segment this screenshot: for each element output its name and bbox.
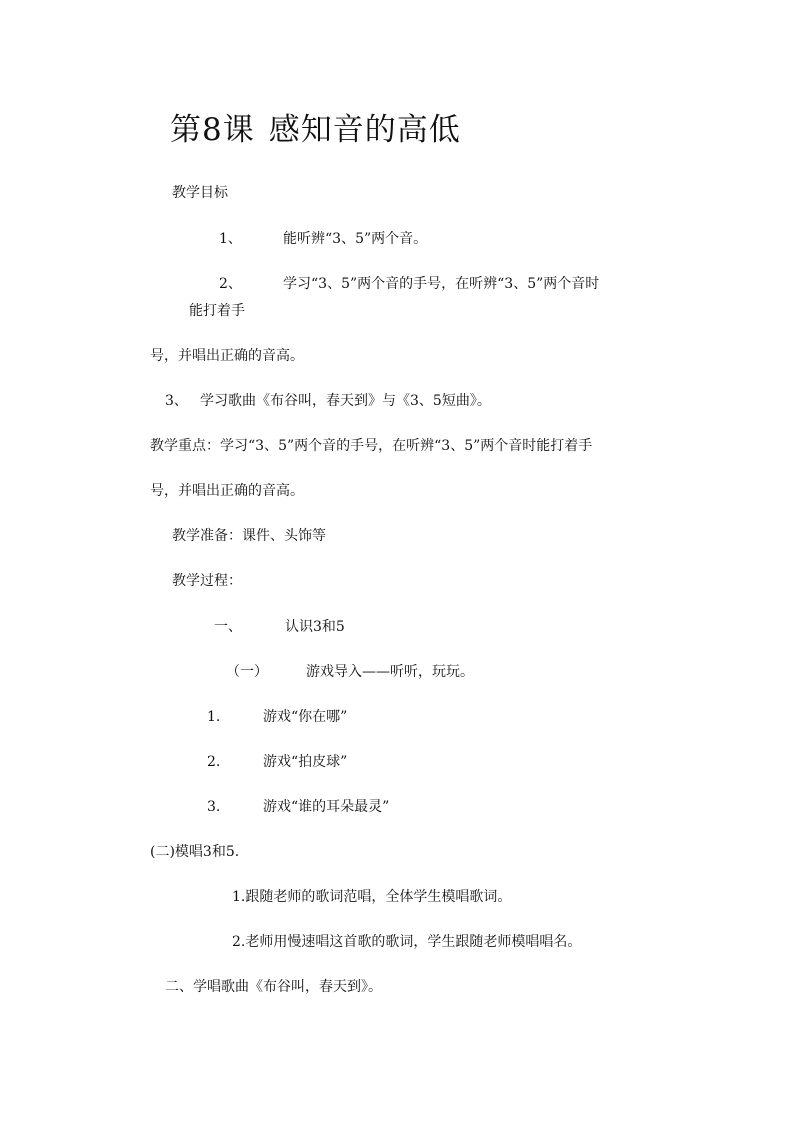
section-1-number: 一、 [214,619,242,635]
objective-1-number: 1、 [219,231,242,247]
subsection-2-text: (二)模唱3和5. [150,844,240,860]
key-points-line-1: 教学重点：学习“3、5”两个音的手号，在听辨“3、5”两个音时能打着手 [150,438,593,454]
preparation-line: 教学准备：课件、头饰等 [172,528,326,544]
title-lesson-name: 感知音的高低 [268,112,461,148]
page-title [170,110,461,150]
key-points-line-2: 号，并唱出正确的音高。 [150,483,304,499]
step-1-text: 1.跟随老师的歌词范唱，全体学生模唱歌词。 [232,889,512,905]
game-3-text: 游戏“谁的耳朵最灵” [263,799,390,815]
section-1-text: 认识3和5 [285,619,345,635]
game-2-text: 游戏“拍皮球” [263,754,348,770]
title-lesson-number: 第8课 [170,112,255,148]
objective-1-text: 能听辨“3、5”两个音。 [283,231,428,247]
game-1-text: 游戏“你在哪” [263,709,348,725]
objective-2-continuation-1: 能打着手 [189,303,245,319]
process-heading: 教学过程： [172,573,242,589]
game-3-number: 3. [207,799,221,815]
objective-3-text: 学习歌曲《布谷叫，春天到》与《3、5短曲》。 [200,393,491,409]
objectives-heading: 教学目标 [172,185,228,201]
objective-2-number: 2、 [219,276,242,292]
subsection-1-number: （一） [226,664,268,680]
subsection-1-text: 游戏导入——听听，玩玩。 [306,664,474,680]
step-2-text: 2.老师用慢速唱这首歌的歌词，学生跟随老师模唱唱名。 [232,934,582,950]
objective-3-number: 3、 [165,393,188,409]
objective-2-continuation-2: 号，并唱出正确的音高。 [150,348,304,364]
game-1-number: 1. [207,709,221,725]
game-2-number: 2. [207,754,221,770]
section-2-text: 二、学唱歌曲《布谷叫，春天到》。 [165,979,382,995]
objective-2-text: 学习“3、5”两个音的手号，在听辨“3、5”两个音时 [283,276,600,292]
